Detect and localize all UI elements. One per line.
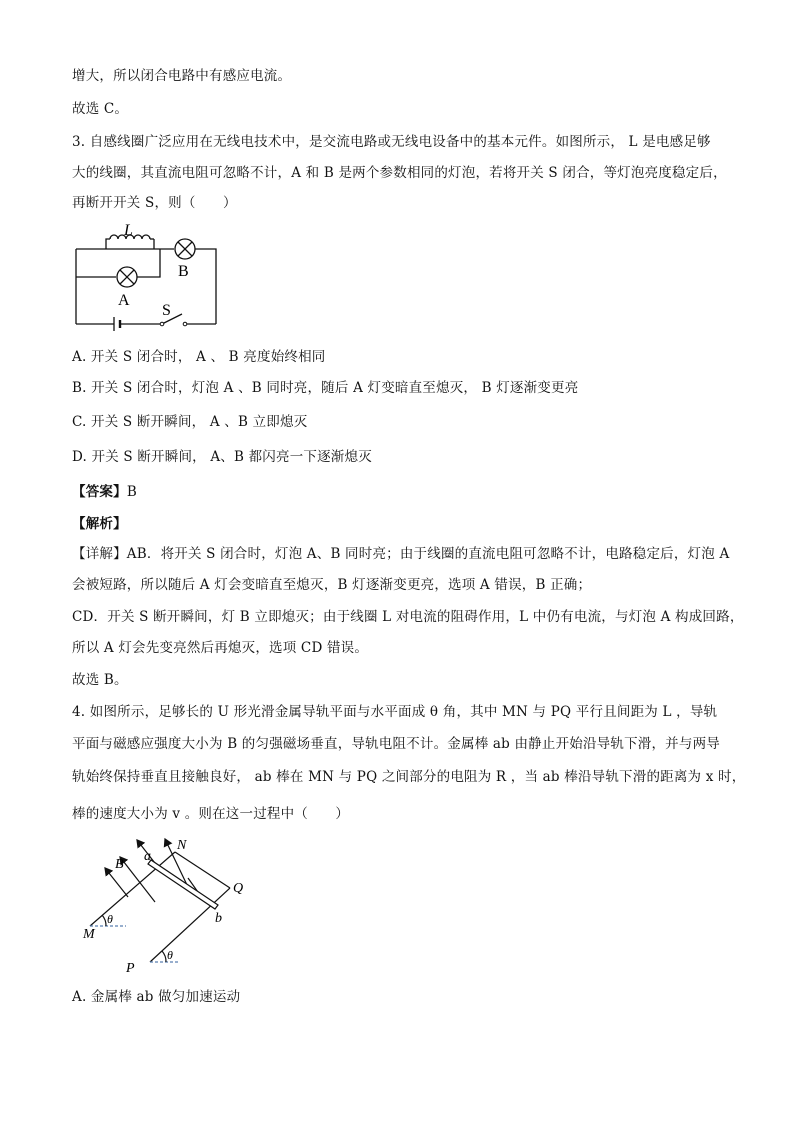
label-S: S [162, 302, 171, 319]
option-c: C. 开关 S 断开瞬间， A 、B 立即熄灭 [72, 414, 308, 430]
explanation-line: 所以 A 灯会先变亮然后再熄灭，选项 CD 错误。 [72, 640, 369, 656]
question-4-stem: 平面与磁感应强度大小为 B 的匀强磁场垂直，导轨电阻不计。金属棒 ab 由静止开始沿导轨下滑，并与两导 [72, 736, 720, 752]
option-d: D. 开关 S 断开瞬间， A、B 都闪亮一下逐渐熄灭 [72, 449, 372, 465]
label-Q: Q [233, 881, 244, 896]
text-line: 故选 C。 [72, 101, 129, 117]
explanation-line: 故选 B。 [72, 672, 128, 688]
circuit-diagram [70, 222, 230, 334]
label-L: L [124, 222, 133, 239]
explanation-line: 会被短路，所以随后 A 灯会变暗直至熄灭，B 灯逐渐变更亮，选项 A 错误，B 正确； [72, 577, 592, 593]
label-N: N [177, 838, 187, 853]
analysis-tag-text: 【解析】 [72, 516, 127, 532]
rail-diagram [70, 832, 260, 982]
explanation-line: 【详解】AB．将开关 S 闭合时，灯泡 A、B 同时亮；由于线圈的直流电阻可忽略不计，电路稳定后，灯泡 A [72, 546, 730, 562]
option-a: A. 金属棒 ab 做匀加速运动 [72, 989, 241, 1005]
answer-tag: 【答案】 [72, 484, 127, 500]
label-b: b [215, 911, 222, 926]
option-a: A. 开关 S 闭合时， A 、 B 亮度始终相同 [72, 349, 326, 365]
label-P: P [126, 961, 135, 976]
label-theta: θ [107, 912, 113, 926]
explanation-line: CD．开关 S 断开瞬间，灯 B 立即熄灭；由于线圈 L 对电流的阻碍作用，L 中仍有电流，与灯泡 A 构成回路， [72, 609, 744, 625]
label-B: B [115, 857, 124, 872]
label-A: A [118, 292, 130, 309]
option-b: B. 开关 S 闭合时，灯泡 A 、B 同时亮，随后 A 灯变暗直至熄灭， B 灯逐渐变更亮 [72, 380, 579, 396]
question-3-stem: 3. 自感线圈广泛应用在无线电技术中，是交流电路或无线电设备中的基本元件。如图所示， L 是电感足够 [72, 134, 711, 150]
analysis-tag [72, 514, 127, 534]
question-4-stem: 轨始终保持垂直且接触良好， ab 棒在 MN 与 PQ 之间部分的电阻为 R ，当 ab 棒沿导轨下滑的距离为 x 时， [72, 769, 746, 785]
question-3-stem: 大的线圈，其直流电阻可忽略不计，A 和 B 是两个参数相同的灯泡，若将开关 S 闭合，等灯泡亮度稳定后， [72, 165, 727, 181]
label-a: a [144, 849, 151, 864]
question-3-stem: 再断开开关 S，则（ ） [72, 195, 237, 211]
label-M: M [83, 927, 95, 942]
label-theta: θ [167, 948, 173, 962]
answer-line [72, 482, 137, 502]
label-B: B [178, 263, 189, 280]
question-4-stem: 棒的速度大小为 v 。则在这一过程中（ ） [72, 806, 350, 822]
answer-value: B [126, 484, 137, 500]
text-line: 增大，所以闭合电路中有感应电流。 [72, 68, 292, 84]
question-4-stem: 4. 如图所示，足够长的 U 形光滑金属导轨平面与水平面成 θ 角，其中 MN 与 PQ 平行且间距为 L ，导轨 [72, 704, 718, 720]
